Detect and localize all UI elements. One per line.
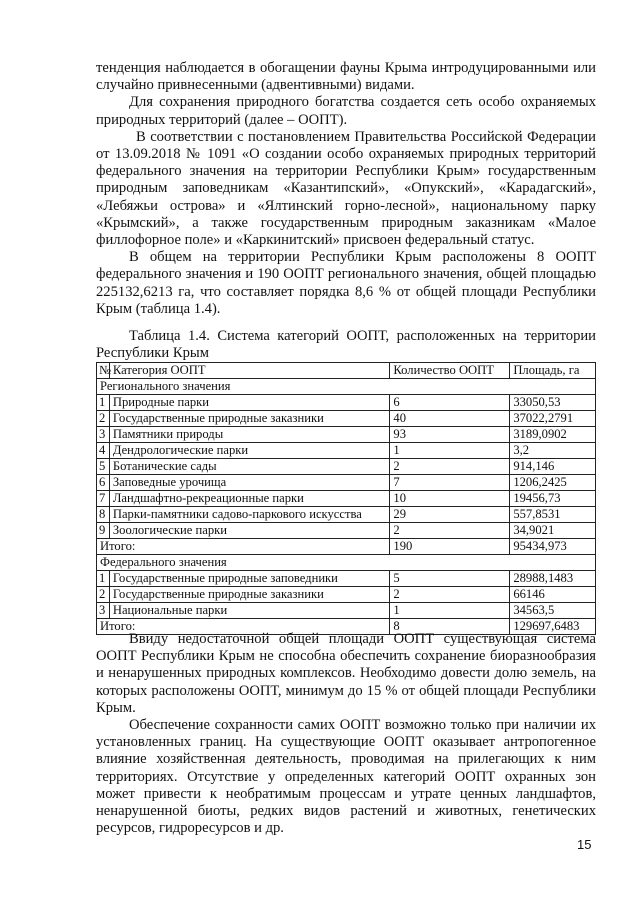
total-count: 190 [390, 539, 510, 555]
row-area: 19456,73 [510, 491, 596, 507]
body-text-top [96, 60, 596, 318]
row-count: 93 [390, 427, 510, 443]
row-category: Государственные природные заповедники [109, 571, 390, 587]
row-area: 1206,2425 [510, 475, 596, 491]
row-area: 33050,53 [510, 395, 596, 411]
row-area: 3189,0902 [510, 427, 596, 443]
row-area: 28988,1483 [510, 571, 596, 587]
row-num: 5 [97, 459, 110, 475]
table-row [97, 395, 596, 411]
row-num: 3 [97, 603, 110, 619]
row-category: Заповедные урочища [109, 475, 390, 491]
row-area: 34563,5 [510, 603, 596, 619]
table-row [97, 427, 596, 443]
row-num: 3 [97, 427, 110, 443]
row-category: Памятники природы [109, 427, 390, 443]
total-label: Итого: [97, 539, 390, 555]
row-category: Ботанические сады [109, 459, 390, 475]
row-area: 3,2 [510, 443, 596, 459]
total-count: 8 [390, 619, 510, 635]
row-num: 2 [97, 587, 110, 603]
paragraph: Для сохранения природного богатства создается сеть особо охраняемых природных территорий (далее – ООПТ). [96, 94, 596, 128]
row-area: 66146 [510, 587, 596, 603]
table-section-row [97, 555, 596, 571]
row-area: 914,146 [510, 459, 596, 475]
table-row [97, 523, 596, 539]
paragraph: тенденция наблюдается в обогащении фауны Крыма интродуцированными или случайно привнесенными (адвентивными) видами. [96, 60, 596, 94]
header-category: Категория ООПТ [109, 363, 390, 379]
row-category: Парки-памятники садово-паркового искусства [109, 507, 390, 523]
paragraph: Ввиду недостаточной общей площади ООПТ существующая система ООПТ Республики Крым не способна обеспечить сохранение биоразнообразия и ненарушенных природных комплексов. Необходимо довести долю земель, на которых расположены ООПТ, минимум до 15 % от общей площади Республики Крым. [96, 631, 596, 716]
row-count: 1 [390, 603, 510, 619]
page-number: 15 [577, 837, 592, 852]
row-num: 4 [97, 443, 110, 459]
table-caption: Таблица 1.4. Система категорий ООПТ, расположенных на территории Республики Крым [96, 328, 596, 362]
row-num: 9 [97, 523, 110, 539]
body-text-bottom [96, 631, 596, 837]
table-section-row [97, 379, 596, 395]
row-count: 40 [390, 411, 510, 427]
row-num: 6 [97, 475, 110, 491]
paragraph: В общем на территории Республики Крым расположены 8 ООПТ федерального значения и 190 ООПТ регионального значения, общей площадью 225132,6213 га, что составляет порядка 8,6 % от общей площади Республики Крым (таблица 1.4). [96, 249, 596, 317]
table-total-row [97, 539, 596, 555]
row-count: 2 [390, 459, 510, 475]
row-category: Дендрологические парки [109, 443, 390, 459]
row-area: 557,8531 [510, 507, 596, 523]
table-row [97, 443, 596, 459]
row-count: 5 [390, 571, 510, 587]
total-label: Итого: [97, 619, 390, 635]
table-row [97, 587, 596, 603]
table-row [97, 491, 596, 507]
header-area: Площадь, га [510, 363, 596, 379]
row-category: Государственные природные заказники [109, 587, 390, 603]
total-area: 129697,6483 [510, 619, 596, 635]
row-num: 7 [97, 491, 110, 507]
paragraph: Обеспечение сохранности самих ООПТ возможно только при наличии их установленных границ. На существующие ООПТ оказывает антропогенное влияние хозяйственная деятельность, проводимая на прилегающих к ним территориях. Отсутствие у определенных категорий ООПТ охранных зон может привести к необратимым процессам и утрате ценных ландшафтов, ненарушенной биоты, редких видов растений и животных, генетических ресурсов, гидроресурсов и др. [96, 717, 596, 837]
table-row [97, 507, 596, 523]
paragraph: В соответствии с постановлением Правительства Российской Федерации от 13.09.2018 № 1091 «О создании особо охраняемых природных территорий федерального значения на территории Республики Крым» государственным природным заповедникам «Казантипский», «Опукский», «Карадагский», «Лебяжьи острова» и «Ялтинский горно-лесной», национальному парку «Крымский», а также государственным природным заказникам «Малое филлофорное поле» и «Каркинитский» присвоен федеральный статус. [96, 128, 596, 249]
header-count: Количество ООПТ [390, 363, 510, 379]
table-row [97, 459, 596, 475]
row-count: 2 [390, 523, 510, 539]
oopt-categories-table [96, 362, 596, 635]
row-count: 1 [390, 443, 510, 459]
table-row [97, 475, 596, 491]
row-num: 2 [97, 411, 110, 427]
row-category: Национальные парки [109, 603, 390, 619]
row-count: 7 [390, 475, 510, 491]
section-title: Федерального значения [97, 555, 596, 571]
row-num: 1 [97, 395, 110, 411]
row-count: 10 [390, 491, 510, 507]
row-category: Государственные природные заказники [109, 411, 390, 427]
row-category: Природные парки [109, 395, 390, 411]
row-count: 6 [390, 395, 510, 411]
section-title: Регионального значения [97, 379, 596, 395]
table-row [97, 411, 596, 427]
row-count: 2 [390, 587, 510, 603]
row-category: Зоологические парки [109, 523, 390, 539]
row-category: Ландшафтно-рекреационные парки [109, 491, 390, 507]
header-num: № [97, 363, 110, 379]
row-area: 37022,2791 [510, 411, 596, 427]
row-num: 1 [97, 571, 110, 587]
row-area: 34,9021 [510, 523, 596, 539]
total-area: 95434,973 [510, 539, 596, 555]
table-row [97, 571, 596, 587]
row-num: 8 [97, 507, 110, 523]
row-count: 29 [390, 507, 510, 523]
table-header-row [97, 363, 596, 379]
table-row [97, 603, 596, 619]
